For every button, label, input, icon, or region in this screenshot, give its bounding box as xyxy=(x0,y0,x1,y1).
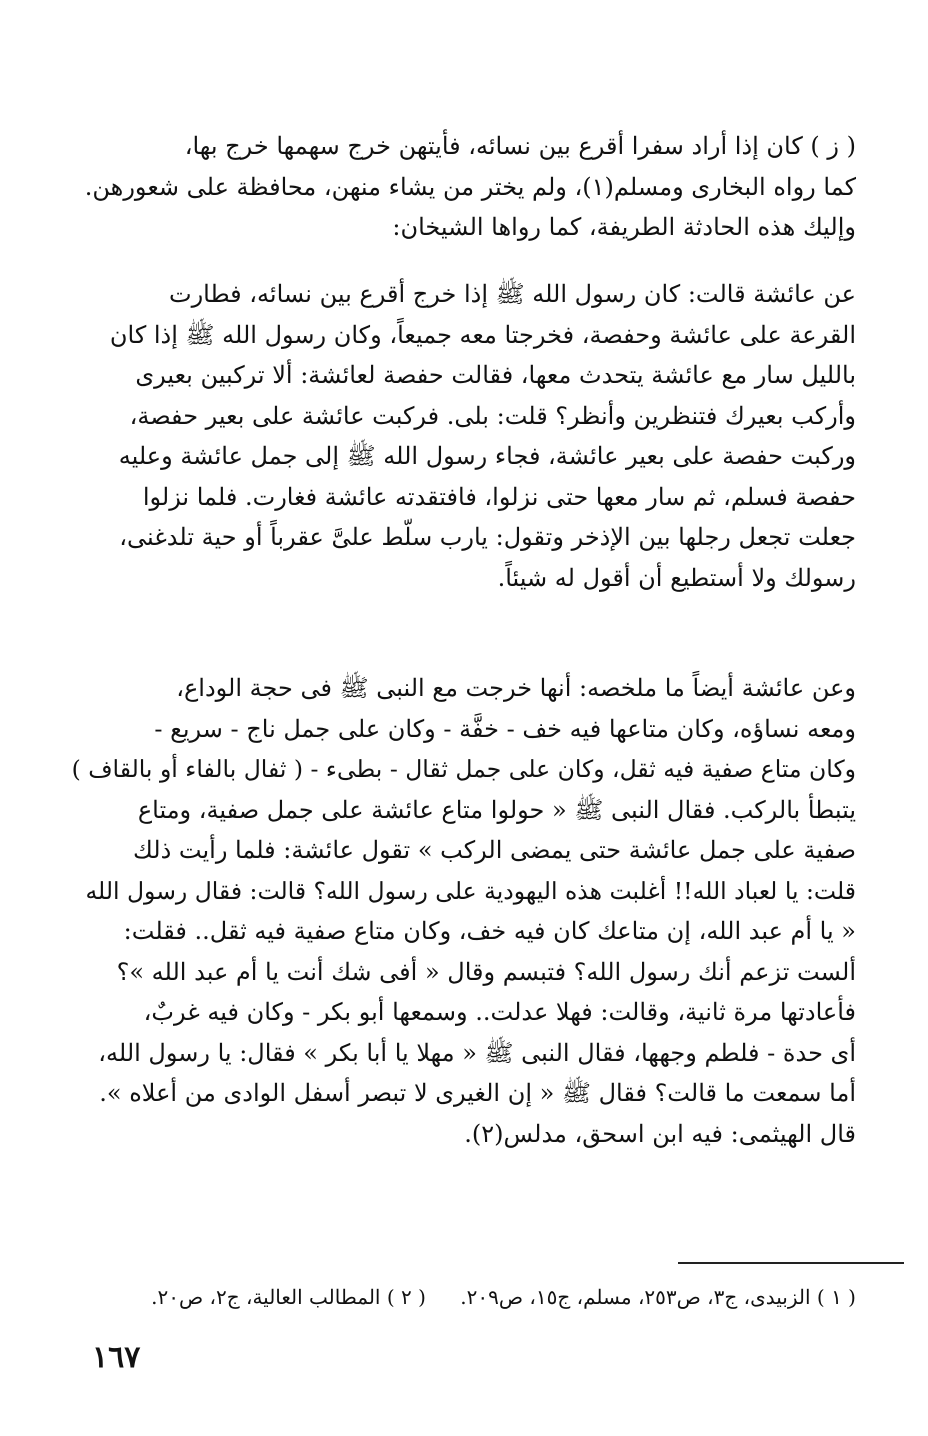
text-line: ( ز ) كان إذا أراد سفرا أقرع بين نسائه، فأيتهن خرج سهمها خرج بها، xyxy=(184,132,856,160)
paragraph-aisha-hafsa-story xyxy=(72,274,856,598)
text-line: « يا أم عبد الله، إن متاعك كان فيه خف، وكان متاع صفية فيه ثقل.. فقلت: xyxy=(123,917,856,945)
text-line: رسولك ولا أستطيع أن أقول له شيئاً. xyxy=(497,563,856,592)
text-line: وإليك هذه الحادثة الطريفة، كما رواها الشيخان: xyxy=(392,213,856,241)
text-line: بالليل سار مع عائشة يتحدث معها، فقالت حفصة لعائشة: ألا تركبين بعيرى xyxy=(135,361,856,389)
text-line: كما رواه البخارى ومسلم(١)، ولم يختر من يشاء منهن، محافظة على شعورهن. xyxy=(84,172,856,201)
text-line: يتبطأ بالركب. فقال النبى ﷺ « حولوا متاع عائشة على جمل صفية، ومتاع xyxy=(137,795,856,824)
footnotes xyxy=(72,1280,856,1314)
text-line: وأركب بعيرك فتنظرين وأنظر؟ قلت: بلى. فركبت عائشة على بعير حفصة، xyxy=(129,401,856,430)
text-line: قال الهيثمى: فيه ابن اسحق، مدلس(٢). xyxy=(464,1119,856,1148)
text-line: حفصة فسلم، ثم سار معها حتى نزلوا، فافتقدته عائشة فغارت. فلما نزلوا xyxy=(142,482,856,511)
text-line: وكان متاع صفية فيه ثقل، وكان على جمل ثقال - بطىء - ( ثفال بالفاء أو بالقاف ) xyxy=(72,755,856,783)
text-line: القرعة على عائشة وحفصة، فخرجتا معه جميعاً، وكان رسول الله ﷺ إذا كان xyxy=(109,320,856,349)
text-line: ألست تزعم أنك رسول الله؟ فتبسم وقال « أفى شك أنت يا أم عبد الله »؟ xyxy=(116,957,856,986)
text-line: وعن عائشة أيضاً ما ملخصه: أنها خرجت مع النبى ﷺ فى حجة الوداع، xyxy=(176,674,856,702)
text-line: فأعادتها مرة ثانية، وقالت: فهلا عدلت.. وسمعها أبو بكر - وكان فيه غربٌ، xyxy=(143,998,856,1026)
footnote-1: ( ١ ) الزبيدى، ج٣، ص٢٥٣، مسلم، ج١٥، ص٢٠٩. xyxy=(460,1285,856,1309)
paragraph-aisha-safiyya-story xyxy=(72,668,856,1154)
paragraph-lottery-intro xyxy=(72,126,856,248)
footnote-2: ( ٢ ) المطالب العالية، ج٢، ص٢٠. xyxy=(151,1285,426,1309)
text-line: أى حدة - فلطم وجهها، فقال النبى ﷺ « مهلا يا أبا بكر » فقال: يا رسول الله، xyxy=(98,1038,856,1067)
page-number: ١٦٧ xyxy=(92,1340,141,1375)
text-line: عن عائشة قالت: كان رسول الله ﷺ إذا خرج أقرع بين نسائه، فطارت xyxy=(169,280,856,308)
text-line: قلت: يا لعباد الله!! أغلبت هذه اليهودية على رسول الله؟ قالت: فقال رسول الله xyxy=(85,876,856,905)
text-line: أما سمعت ما قالت؟ فقال ﷺ « إن الغيرى لا تبصر أسفل الوادى من أعلاه ». xyxy=(99,1079,856,1107)
text-line: ومعه نساؤه، وكان متاعها فيه خف - خفَّة - وكان على جمل ناج - سريع - xyxy=(154,714,856,743)
text-line: صفية على جمل عائشة حتى يمضى الركب » تقول عائشة: فلما رأيت ذلك xyxy=(133,836,856,864)
footnote-divider xyxy=(678,1262,904,1264)
text-line: وركبت حفصة على بعير عائشة، فجاء رسول الله ﷺ إلى جمل عائشة وعليه xyxy=(118,442,856,470)
text-line: جعلت تجعل رجلها بين الإذخر وتقول: يارب سلّط علىَّ عقرباً أو حية تلدغنى، xyxy=(119,523,856,551)
